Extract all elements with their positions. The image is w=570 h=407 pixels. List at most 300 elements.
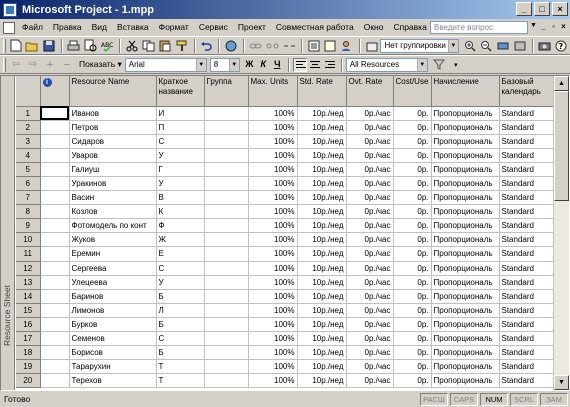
std-rate-cell[interactable]: 10р./нед	[297, 176, 346, 190]
indicator-cell[interactable]	[40, 332, 69, 346]
base-calendar-cell[interactable]: Standard	[499, 176, 553, 190]
chevron-down-icon[interactable]: ▼	[229, 59, 239, 71]
arrow-left-icon[interactable]: ⇦	[11, 59, 21, 70]
std-rate-cell[interactable]: 10р./нед	[297, 219, 346, 233]
std-rate-cell[interactable]: 10р./нед	[297, 233, 346, 247]
task-notes-icon[interactable]	[322, 38, 338, 54]
initials-cell[interactable]: С	[156, 134, 204, 148]
row-number[interactable]: 18	[16, 346, 40, 360]
ovt-rate-cell[interactable]: 0р./час	[346, 205, 393, 219]
indicator-cell[interactable]	[40, 176, 69, 190]
base-calendar-cell[interactable]: Standard	[499, 191, 553, 205]
chevron-down-icon[interactable]: ▼	[448, 40, 458, 52]
help-question-input[interactable]: Введите вопрос	[430, 21, 528, 34]
initials-cell[interactable]: Ж	[156, 233, 204, 247]
hyperlink-icon[interactable]	[223, 38, 239, 54]
initials-cell[interactable]: С	[156, 261, 204, 275]
accrue-cell[interactable]: Пропорциональ	[431, 176, 499, 190]
initials-cell[interactable]: Е	[156, 247, 204, 261]
base-calendar-cell[interactable]: Standard	[499, 374, 553, 388]
base-calendar-cell[interactable]: Standard	[499, 120, 553, 134]
row-number[interactable]: 20	[16, 374, 40, 388]
accrue-cell[interactable]: Пропорциональ	[431, 374, 499, 388]
spelling-icon[interactable]	[99, 38, 115, 54]
cut-icon[interactable]	[124, 38, 140, 54]
row-number[interactable]: 9	[16, 219, 40, 233]
accrue-cell[interactable]: Пропорциональ	[431, 205, 499, 219]
table-row[interactable]	[16, 205, 553, 219]
accrue-cell[interactable]: Пропорциональ	[431, 106, 499, 120]
menu-edit[interactable]: Правка	[52, 22, 82, 32]
max-units-cell[interactable]: 100%	[248, 106, 297, 120]
max-units-cell[interactable]: 100%	[248, 120, 297, 134]
row-number[interactable]: 13	[16, 275, 40, 289]
italic-button[interactable]: К	[260, 59, 267, 69]
ovt-rate-cell[interactable]: 0р./час	[346, 247, 393, 261]
indicator-cell[interactable]	[40, 205, 69, 219]
cost-use-cell[interactable]: 0р.	[393, 360, 431, 374]
indicator-cell[interactable]	[40, 219, 69, 233]
group-cell[interactable]	[204, 191, 248, 205]
cost-use-cell[interactable]: 0р.	[393, 303, 431, 317]
std-rate-cell[interactable]: 10р./нед	[297, 191, 346, 205]
row-number[interactable]: 4	[16, 148, 40, 162]
base-calendar-cell[interactable]: Standard	[499, 261, 553, 275]
row-number[interactable]: 3	[16, 134, 40, 148]
align-left-icon[interactable]	[293, 58, 307, 72]
accrue-cell[interactable]: Пропорциональ	[431, 275, 499, 289]
cost-use-cell[interactable]: 0р.	[393, 289, 431, 303]
resource-name-cell[interactable]: Терехов	[69, 374, 156, 388]
ovt-rate-cell[interactable]: 0р./час	[346, 233, 393, 247]
cost-use-cell[interactable]: 0р.	[393, 148, 431, 162]
resource-name-cell[interactable]: Семенов	[69, 332, 156, 346]
accrue-cell[interactable]: Пропорциональ	[431, 346, 499, 360]
zoom-in-icon[interactable]	[462, 38, 478, 54]
table-row[interactable]	[16, 346, 553, 360]
doc-minimize-button[interactable]: _	[541, 22, 546, 31]
print-icon[interactable]	[66, 38, 82, 54]
ovt-rate-cell[interactable]: 0р./час	[346, 219, 393, 233]
indicator-cell[interactable]	[40, 346, 69, 360]
table-row[interactable]	[16, 247, 553, 261]
base-calendar-cell[interactable]: Standard	[499, 346, 553, 360]
indicator-cell[interactable]	[40, 191, 69, 205]
resource-name-cell[interactable]: Петров	[69, 120, 156, 134]
table-row[interactable]	[16, 289, 553, 303]
resource-name-cell[interactable]: Козлов	[69, 205, 156, 219]
resource-name-cell[interactable]: Еремин	[69, 247, 156, 261]
table-row[interactable]	[16, 374, 553, 388]
group-cell[interactable]	[204, 332, 248, 346]
resource-name-cell[interactable]: Баринов	[69, 289, 156, 303]
vertical-scrollbar[interactable]	[553, 76, 569, 390]
initials-cell[interactable]: Б	[156, 346, 204, 360]
initials-cell[interactable]: Г	[156, 162, 204, 176]
camera-icon[interactable]	[537, 38, 553, 54]
ovt-rate-cell[interactable]: 0р./час	[346, 261, 393, 275]
cost-use-cell[interactable]: 0р.	[393, 275, 431, 289]
group-cell[interactable]	[204, 275, 248, 289]
font-select[interactable]	[125, 58, 207, 72]
group-cell[interactable]	[204, 233, 248, 247]
cost-use-cell[interactable]: 0р.	[393, 106, 431, 120]
indicator-cell[interactable]	[40, 360, 69, 374]
table-row[interactable]	[16, 219, 553, 233]
cost-use-cell[interactable]: 0р.	[393, 219, 431, 233]
unlink-tasks-icon[interactable]	[265, 38, 281, 54]
menu-insert[interactable]: Вставка	[117, 22, 149, 32]
table-row[interactable]	[16, 106, 553, 120]
max-units-cell[interactable]: 100%	[248, 275, 297, 289]
chevron-down-icon[interactable]: ▼	[530, 22, 537, 29]
cost-use-cell[interactable]: 0р.	[393, 332, 431, 346]
max-units-cell[interactable]: 100%	[248, 205, 297, 219]
ovt-rate-cell[interactable]: 0р./час	[346, 148, 393, 162]
base-calendar-cell[interactable]: Standard	[499, 303, 553, 317]
row-number[interactable]: 8	[16, 205, 40, 219]
std-rate-cell[interactable]: 10р./нед	[297, 148, 346, 162]
max-units-cell[interactable]: 100%	[248, 303, 297, 317]
base-calendar-cell[interactable]: Standard	[499, 332, 553, 346]
indicator-cell[interactable]	[40, 134, 69, 148]
ovt-rate-cell[interactable]: 0р./час	[346, 162, 393, 176]
scroll-up-button[interactable]: ▲	[554, 76, 569, 91]
cost-use-cell[interactable]: 0р.	[393, 374, 431, 388]
menu-file[interactable]: Файл	[22, 22, 43, 32]
ms-project-app-icon[interactable]	[3, 3, 17, 17]
initials-cell[interactable]: И	[156, 106, 204, 120]
autofilter-icon[interactable]	[431, 57, 447, 73]
menu-help[interactable]: Справка	[393, 22, 427, 32]
std-rate-cell[interactable]: 10р./нед	[297, 346, 346, 360]
indicator-cell[interactable]	[40, 303, 69, 317]
base-calendar-cell[interactable]: Standard	[499, 275, 553, 289]
table-row[interactable]	[16, 275, 553, 289]
table-row[interactable]	[16, 162, 553, 176]
max-units-cell[interactable]: 100%	[248, 176, 297, 190]
max-units-cell[interactable]: 100%	[248, 247, 297, 261]
initials-cell[interactable]: Т	[156, 360, 204, 374]
group-cell[interactable]	[204, 120, 248, 134]
resource-name-cell[interactable]: Уракинов	[69, 176, 156, 190]
arrow-right-icon[interactable]: ⇨	[28, 59, 38, 70]
std-rate-cell[interactable]: 10р./нед	[297, 261, 346, 275]
plus-icon[interactable]: +	[46, 58, 54, 71]
base-calendar-cell[interactable]: Standard	[499, 360, 553, 374]
base-calendar-cell[interactable]: Standard	[499, 219, 553, 233]
initials-cell[interactable]: К	[156, 205, 204, 219]
accrue-cell[interactable]: Пропорциональ	[431, 219, 499, 233]
resource-name-cell[interactable]: Сидаров	[69, 134, 156, 148]
row-number[interactable]: 6	[16, 176, 40, 190]
select-all-corner[interactable]	[16, 76, 40, 106]
std-rate-cell[interactable]: 10р./нед	[297, 120, 346, 134]
max-units-cell[interactable]: 100%	[248, 317, 297, 331]
resource-name-cell[interactable]: Васин	[69, 191, 156, 205]
indicator-cell[interactable]	[40, 162, 69, 176]
scroll-down-button[interactable]: ▼	[554, 375, 569, 390]
initials-cell[interactable]: Б	[156, 289, 204, 303]
std-rate-cell[interactable]: 10р./нед	[297, 303, 346, 317]
row-number[interactable]: 5	[16, 162, 40, 176]
cost-use-cell[interactable]: 0р.	[393, 346, 431, 360]
row-number[interactable]: 14	[16, 289, 40, 303]
resource-name-cell[interactable]: Бурков	[69, 317, 156, 331]
publish-icon[interactable]	[364, 38, 380, 54]
underline-button[interactable]: Ч	[274, 59, 281, 69]
base-calendar-cell[interactable]: Standard	[499, 247, 553, 261]
chevron-down-icon[interactable]: ▼	[417, 59, 427, 71]
resource-name-cell[interactable]: Фотомодель по конт	[69, 219, 156, 233]
max-units-cell[interactable]: 100%	[248, 332, 297, 346]
go-to-task-icon[interactable]	[495, 38, 511, 54]
col-header-accrue[interactable]: Начисление	[431, 76, 499, 106]
row-number[interactable]: 2	[16, 120, 40, 134]
initials-cell[interactable]: П	[156, 120, 204, 134]
accrue-cell[interactable]: Пропорциональ	[431, 233, 499, 247]
ovt-rate-cell[interactable]: 0р./час	[346, 275, 393, 289]
col-header-ovt-rate[interactable]: Ovt. Rate	[346, 76, 393, 106]
initials-cell[interactable]: Ф	[156, 219, 204, 233]
link-tasks-icon[interactable]	[248, 38, 264, 54]
std-rate-cell[interactable]: 10р./нед	[297, 134, 346, 148]
show-menu-button[interactable]: Показать ▾	[79, 59, 122, 69]
menu-tools[interactable]: Сервис	[198, 22, 228, 32]
std-rate-cell[interactable]: 10р./нед	[297, 360, 346, 374]
ovt-rate-cell[interactable]: 0р./час	[346, 374, 393, 388]
cost-use-cell[interactable]: 0р.	[393, 317, 431, 331]
resource-name-cell[interactable]: Галиуш	[69, 162, 156, 176]
group-cell[interactable]	[204, 162, 248, 176]
group-cell[interactable]	[204, 346, 248, 360]
ovt-rate-cell[interactable]: 0р./час	[346, 106, 393, 120]
ovt-rate-cell[interactable]: 0р./час	[346, 346, 393, 360]
std-rate-cell[interactable]: 10р./нед	[297, 374, 346, 388]
zoom-out-icon[interactable]	[479, 38, 495, 54]
table-row[interactable]	[16, 148, 553, 162]
accrue-cell[interactable]: Пропорциональ	[431, 261, 499, 275]
col-header-initials[interactable]: Краткое название	[156, 76, 204, 106]
max-units-cell[interactable]: 100%	[248, 134, 297, 148]
ovt-rate-cell[interactable]: 0р./час	[346, 134, 393, 148]
ovt-rate-cell[interactable]: 0р./час	[346, 120, 393, 134]
std-rate-cell[interactable]: 10р./нед	[297, 247, 346, 261]
indicator-cell[interactable]	[40, 148, 69, 162]
base-calendar-cell[interactable]: Standard	[499, 148, 553, 162]
menu-collaborate[interactable]: Совместная работа	[275, 22, 354, 32]
open-folder-icon[interactable]	[25, 38, 41, 54]
font-size-select[interactable]	[210, 58, 240, 72]
group-cell[interactable]	[204, 247, 248, 261]
indicator-cell[interactable]	[40, 261, 69, 275]
row-number[interactable]: 11	[16, 247, 40, 261]
cost-use-cell[interactable]: 0р.	[393, 162, 431, 176]
max-units-cell[interactable]: 100%	[248, 148, 297, 162]
col-header-resource-name[interactable]: Resource Name	[69, 76, 156, 106]
row-number[interactable]: 1	[16, 106, 40, 120]
align-right-icon[interactable]	[323, 58, 337, 72]
resource-name-cell[interactable]: Лимонов	[69, 303, 156, 317]
scroll-thumb[interactable]	[554, 91, 569, 201]
cost-use-cell[interactable]: 0р.	[393, 191, 431, 205]
resource-name-cell[interactable]: Жуков	[69, 233, 156, 247]
col-header-cost-use[interactable]: Cost/Use	[393, 76, 431, 106]
group-cell[interactable]	[204, 176, 248, 190]
group-cell[interactable]	[204, 205, 248, 219]
new-file-icon[interactable]	[8, 38, 24, 54]
initials-cell[interactable]: У	[156, 275, 204, 289]
maximize-button[interactable]: □	[534, 2, 550, 16]
indicator-cell[interactable]	[40, 374, 69, 388]
initials-cell[interactable]: У	[156, 148, 204, 162]
table-row[interactable]	[16, 134, 553, 148]
accrue-cell[interactable]: Пропорциональ	[431, 120, 499, 134]
group-cell[interactable]	[204, 261, 248, 275]
resource-name-cell[interactable]: Уваров	[69, 148, 156, 162]
chevron-down-icon[interactable]: ▼	[196, 59, 206, 71]
col-header-max-units[interactable]: Max. Units	[248, 76, 297, 106]
table-row[interactable]	[16, 303, 553, 317]
initials-cell[interactable]: Л	[156, 303, 204, 317]
max-units-cell[interactable]: 100%	[248, 261, 297, 275]
initials-cell[interactable]: Т	[156, 374, 204, 388]
max-units-cell[interactable]: 100%	[248, 360, 297, 374]
std-rate-cell[interactable]: 10р./нед	[297, 289, 346, 303]
copy-icon[interactable]	[141, 38, 157, 54]
group-cell[interactable]	[204, 317, 248, 331]
ovt-rate-cell[interactable]: 0р./час	[346, 317, 393, 331]
paste-icon[interactable]	[157, 38, 173, 54]
table-row[interactable]	[16, 332, 553, 346]
task-information-icon[interactable]	[306, 38, 322, 54]
close-button[interactable]: ×	[552, 2, 568, 16]
resource-name-cell[interactable]: Сергеева	[69, 261, 156, 275]
max-units-cell[interactable]: 100%	[248, 162, 297, 176]
indicator-cell[interactable]	[40, 289, 69, 303]
base-calendar-cell[interactable]: Standard	[499, 106, 553, 120]
group-cell[interactable]	[204, 106, 248, 120]
assign-resources-icon[interactable]	[339, 38, 355, 54]
max-units-cell[interactable]: 100%	[248, 289, 297, 303]
initials-cell[interactable]: Б	[156, 317, 204, 331]
row-number[interactable]: 7	[16, 191, 40, 205]
base-calendar-cell[interactable]: Standard	[499, 162, 553, 176]
accrue-cell[interactable]: Пропорциональ	[431, 191, 499, 205]
cost-use-cell[interactable]: 0р.	[393, 176, 431, 190]
indicator-cell[interactable]	[40, 233, 69, 247]
table-row[interactable]	[16, 360, 553, 374]
accrue-cell[interactable]: Пропорциональ	[431, 332, 499, 346]
group-cell[interactable]	[204, 360, 248, 374]
accrue-cell[interactable]: Пропорциональ	[431, 162, 499, 176]
std-rate-cell[interactable]: 10р./нед	[297, 162, 346, 176]
col-header-group[interactable]: Группа	[204, 76, 248, 106]
cost-use-cell[interactable]: 0р.	[393, 261, 431, 275]
resource-name-cell[interactable]: Тарарухин	[69, 360, 156, 374]
menu-format[interactable]: Формат	[158, 22, 189, 32]
std-rate-cell[interactable]: 10р./нед	[297, 106, 346, 120]
row-number[interactable]: 10	[16, 233, 40, 247]
group-cell[interactable]	[204, 374, 248, 388]
accrue-cell[interactable]: Пропорциональ	[431, 247, 499, 261]
max-units-cell[interactable]: 100%	[248, 219, 297, 233]
row-number[interactable]: 16	[16, 317, 40, 331]
std-rate-cell[interactable]: 10р./нед	[297, 332, 346, 346]
group-cell[interactable]	[204, 148, 248, 162]
split-task-icon[interactable]	[281, 38, 297, 54]
group-cell[interactable]	[204, 219, 248, 233]
indicator-cell[interactable]	[40, 247, 69, 261]
row-number[interactable]: 15	[16, 303, 40, 317]
bold-button[interactable]: Ж	[245, 59, 254, 69]
col-header-base-calendar[interactable]: Базовый календарь	[499, 76, 553, 106]
accrue-cell[interactable]: Пропорциональ	[431, 317, 499, 331]
table-row[interactable]	[16, 261, 553, 275]
std-rate-cell[interactable]: 10р./нед	[297, 317, 346, 331]
max-units-cell[interactable]: 100%	[248, 233, 297, 247]
accrue-cell[interactable]: Пропорциональ	[431, 134, 499, 148]
std-rate-cell[interactable]: 10р./нед	[297, 275, 346, 289]
toolbar-grip[interactable]	[3, 39, 6, 53]
std-rate-cell[interactable]: 10р./нед	[297, 205, 346, 219]
align-center-icon[interactable]	[308, 58, 322, 72]
menu-project[interactable]: Проект	[237, 22, 266, 32]
initials-cell[interactable]: В	[156, 191, 204, 205]
cost-use-cell[interactable]: 0р.	[393, 120, 431, 134]
indicator-cell[interactable]	[40, 275, 69, 289]
ovt-rate-cell[interactable]: 0р./час	[346, 176, 393, 190]
col-header-indicators[interactable]	[40, 76, 69, 106]
grouping-select[interactable]	[380, 39, 458, 53]
base-calendar-cell[interactable]: Standard	[499, 317, 553, 331]
indicator-cell[interactable]	[40, 317, 69, 331]
toolbar-grip[interactable]	[3, 58, 6, 72]
menu-view[interactable]: Вид	[91, 22, 108, 32]
table-row[interactable]	[16, 233, 553, 247]
print-preview-icon[interactable]	[83, 38, 99, 54]
table-row[interactable]	[16, 120, 553, 134]
cost-use-cell[interactable]: 0р.	[393, 233, 431, 247]
ovt-rate-cell[interactable]: 0р./час	[346, 191, 393, 205]
doc-restore-button[interactable]: ▫	[552, 22, 555, 31]
table-row[interactable]	[16, 191, 553, 205]
group-cell[interactable]	[204, 303, 248, 317]
resource-name-cell[interactable]: Борисов	[69, 346, 156, 360]
save-icon[interactable]	[41, 38, 57, 54]
row-number[interactable]: 12	[16, 261, 40, 275]
minus-icon[interactable]: −	[63, 58, 71, 71]
ovt-rate-cell[interactable]: 0р./час	[346, 289, 393, 303]
undo-icon[interactable]	[199, 38, 215, 54]
table-row[interactable]	[16, 317, 553, 331]
base-calendar-cell[interactable]: Standard	[499, 134, 553, 148]
resource-name-cell[interactable]: Улецеева	[69, 275, 156, 289]
group-cell[interactable]	[204, 289, 248, 303]
resource-name-cell[interactable]: Иванов	[69, 106, 156, 120]
row-number[interactable]: 19	[16, 360, 40, 374]
max-units-cell[interactable]: 100%	[248, 346, 297, 360]
accrue-cell[interactable]: Пропорциональ	[431, 360, 499, 374]
cost-use-cell[interactable]: 0р.	[393, 134, 431, 148]
accrue-cell[interactable]: Пропорциональ	[431, 148, 499, 162]
accrue-cell[interactable]: Пропорциональ	[431, 289, 499, 303]
base-calendar-cell[interactable]: Standard	[499, 205, 553, 219]
ovt-rate-cell[interactable]: 0р./час	[346, 303, 393, 317]
chevron-down-icon[interactable]: ▾	[454, 61, 458, 69]
ovt-rate-cell[interactable]: 0р./час	[346, 332, 393, 346]
accrue-cell[interactable]: Пропорциональ	[431, 303, 499, 317]
